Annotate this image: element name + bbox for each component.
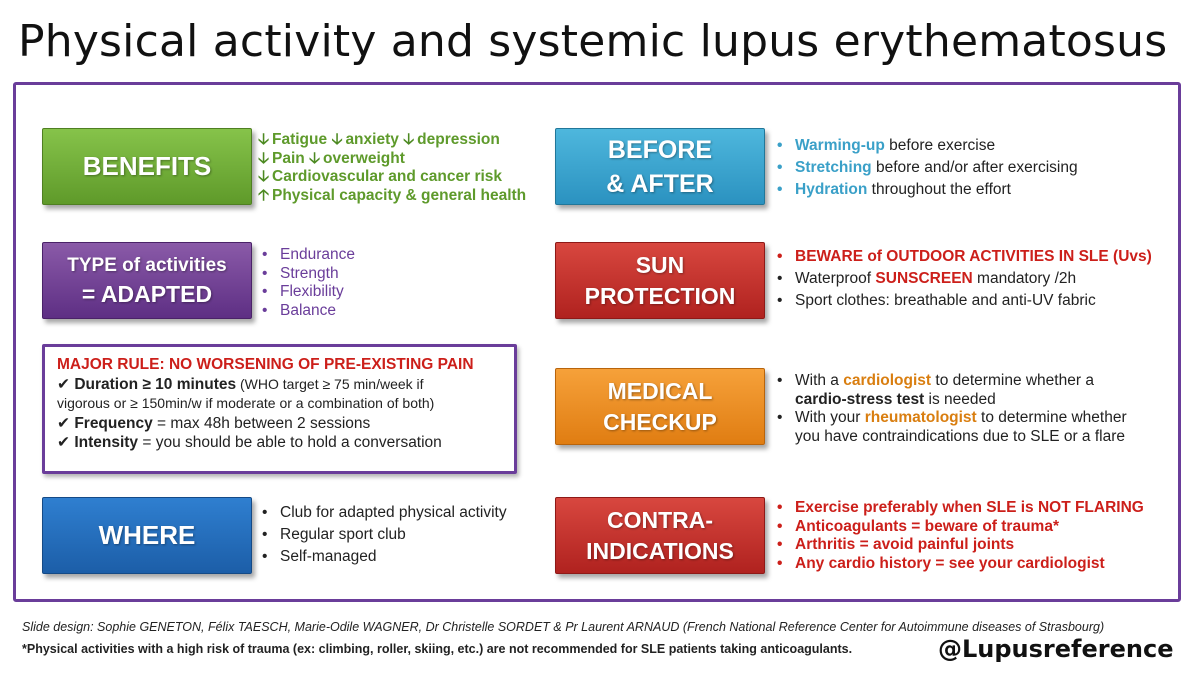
list-item-continuation: cardio-stress test is needed	[795, 390, 996, 408]
list-item: • Arthritis = avoid painful joints	[777, 536, 1015, 553]
arrow-down-icon: 🡣	[309, 149, 321, 167]
benefits-label: BENEFITS	[82, 151, 212, 181]
where-list	[262, 502, 507, 568]
benefit-line-1: 🡣 Fatigue 🡣 anxiety 🡣 depression	[258, 131, 500, 148]
sun-sublabel: PROTECTION	[584, 282, 736, 309]
benefits-list	[258, 131, 526, 205]
intensity-line: ✔ Intensity = you should be able to hold a conversation	[57, 434, 442, 451]
where-label: WHERE	[98, 520, 196, 550]
list-item: • With your rheumatologist to determine whether	[777, 409, 1127, 426]
list-item: • BEWARE of OUTDOOR ACTIVITIES IN SLE (Uvs)	[777, 248, 1152, 265]
arrow-down-icon: 🡣	[331, 131, 343, 148]
list-item: • With a cardiologist to determine whether a	[777, 372, 1094, 389]
contraindications-box	[555, 497, 765, 574]
frequency-line: ✔ Frequency = max 48h between 2 sessions	[57, 414, 371, 432]
duration-line-2: vigorous or ≥ 150min/w if moderate or a combination of both)	[57, 395, 435, 411]
before-after-sublabel: & AFTER	[606, 169, 714, 198]
list-item: • Flexibility	[262, 283, 344, 300]
before-after-label: BEFORE	[607, 135, 713, 164]
list-item: • Exercise preferably when SLE is NOT FLARING	[777, 499, 1144, 516]
list-item: • Sport clothes: breathable and anti-UV fabric	[777, 292, 1096, 309]
list-item: • Regular sport club	[262, 526, 406, 543]
sun-protection-box	[555, 242, 765, 319]
footnote: *Physical activities with a high risk of trauma (ex: climbing, roller, skiing, etc.) are not recommended for SLE patients taking anticoagulants.	[22, 642, 853, 656]
arrow-down-icon: 🡣	[403, 131, 415, 148]
list-item: • Anticoagulants = beware of trauma*	[777, 517, 1059, 535]
contraindications-list	[777, 499, 1144, 573]
benefit-line-4: 🡡 Physical capacity & general health	[258, 186, 527, 204]
arrow-down-icon: 🡣	[258, 131, 270, 148]
arrow-down-icon: 🡣	[258, 149, 270, 167]
check-icon: ✔	[57, 414, 70, 432]
type-activities-list	[262, 246, 355, 320]
medical-checkup-box	[555, 368, 765, 445]
list-item-continuation: you have contraindications due to SLE or a flare	[795, 427, 1126, 445]
type-activities-label: TYPE of activities	[67, 254, 227, 276]
list-item: • Strength	[262, 264, 339, 282]
check-icon: ✔	[57, 434, 70, 451]
type-activities-box	[42, 242, 252, 319]
check-icon: ✔	[57, 375, 70, 393]
list-item: • Self-managed	[262, 548, 377, 565]
major-rule-box	[42, 344, 517, 474]
benefit-line-3: 🡣 Cardiovascular and cancer risk	[258, 168, 503, 185]
contra-sublabel: INDICATIONS	[586, 537, 734, 564]
list-item: • Hydration throughout the effort	[777, 181, 1011, 198]
arrow-up-icon: 🡡	[258, 186, 270, 204]
list-item: • Endurance	[262, 246, 355, 263]
contra-label: CONTRA-	[606, 506, 714, 533]
list-item: • Waterproof SUNSCREEN mandatory /2h	[777, 270, 1077, 287]
benefit-line-2: 🡣 Pain 🡣 overweight	[258, 149, 405, 167]
list-item: • Balance	[262, 301, 337, 319]
before-after-box	[555, 128, 765, 205]
medical-sublabel: CHECKUP	[603, 408, 717, 435]
design-credit: Slide design: Sophie GENETON, Félix TAESCH, Marie-Odile WAGNER, Dr Christelle SORDET & Pr Laurent ARNAUD (French National Reference Center for Autoimmune diseases of Strasbourg)	[22, 620, 1105, 634]
medical-list	[777, 372, 1127, 446]
before-after-list	[777, 135, 1078, 201]
benefits-box	[42, 128, 252, 205]
duration-line: ✔ Duration ≥ 10 minutes (WHO target ≥ 75 min/week if	[57, 375, 424, 393]
type-activities-sublabel: = ADAPTED	[81, 280, 213, 307]
medical-label: MEDICAL	[607, 377, 713, 404]
where-box	[42, 497, 252, 574]
list-item: • Warming-up before exercise	[777, 137, 996, 154]
social-handle: @Lupusreference	[938, 635, 1174, 663]
arrow-down-icon: 🡣	[258, 168, 270, 185]
page-title: Physical activity and systemic lupus erythematosus	[18, 16, 1168, 67]
list-item: • Club for adapted physical activity	[262, 504, 507, 521]
sun-list	[777, 246, 1152, 312]
sun-label: SUN	[635, 251, 685, 278]
list-item: • Stretching before and/or after exercising	[777, 159, 1078, 176]
list-item: • Any cardio history = see your cardiologist	[777, 554, 1105, 572]
major-rule-heading: MAJOR RULE: NO WORSENING OF PRE-EXISTING PAIN	[57, 356, 474, 373]
